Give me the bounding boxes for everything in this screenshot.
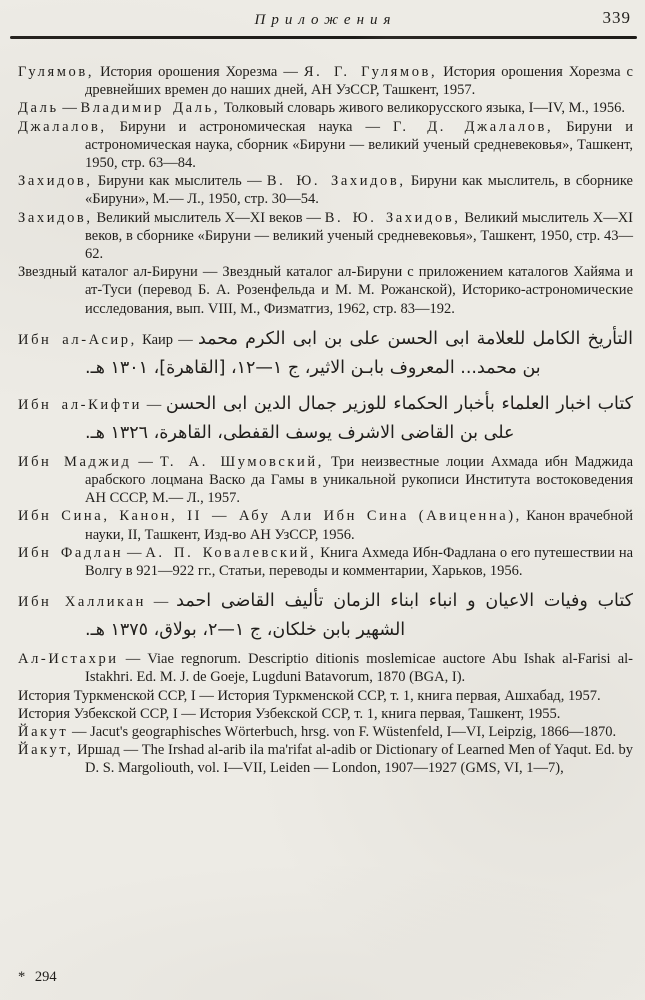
entry-author-label: Гулямов, xyxy=(18,64,95,80)
entry-author-label: Т. А. Шумовский, xyxy=(159,453,324,470)
entry-author-label: Г. Д. Джалалов, xyxy=(393,118,554,135)
bibliography-entry xyxy=(18,118,633,173)
entry-text: Бируни как мыслитель, в сборнике «Бируни», М.— Л., 1950, стр. 30—54. xyxy=(85,173,633,208)
bibliography-entry xyxy=(18,723,633,741)
entry-text: Толковый словарь живого великорусского языка, I—IV, М., 1956. xyxy=(220,100,626,117)
bibliography-entry xyxy=(18,325,633,383)
entry-author-label: В. Ю. Захидов, xyxy=(266,173,406,190)
entry-text: История орошения Хорезма с древнейших времен до наших дней, АН УзССР, Ташкент, 1957. xyxy=(85,64,633,99)
entry-text: Великий мыслитель X—XI веков — xyxy=(92,209,325,226)
bibliography-entry xyxy=(18,263,633,318)
entry-author-label: А. П. Ковалевский, xyxy=(145,544,317,561)
entry-author-label: Йакут, xyxy=(18,742,74,759)
entry-text: Бируни и астрономическая наука — xyxy=(106,118,394,135)
entry-text: — xyxy=(145,594,177,611)
entry-author-label: Ибн Халликан xyxy=(18,594,146,611)
bibliography-entry xyxy=(18,587,633,645)
bibliography-entry xyxy=(18,390,633,448)
entry-author-label: Ибн ал-Кифти xyxy=(18,396,143,413)
entry-author-label: Я. Г. Гулямов, xyxy=(303,64,438,80)
entry-text: Книга Ахмеда Ибн-Фадлана о его путешествии на Волгу в 921—922 гг., Статьи, переводы и комментарии, Харьков, 1956. xyxy=(85,544,634,580)
entry-text: Каир — xyxy=(136,331,198,348)
entry-text: Канон врачебной науки, II, Ташкент, Изд-во АН УзССР, 1956. xyxy=(85,508,634,543)
bibliography-entry xyxy=(18,705,633,723)
entry-arabic-text: كتاب وفيات الاعيان و انباء ابناء الزمان تأليف القاضى احمد الشهير بابن خلكان، ج ١—٢، بولاق، ١٣٧٥ هـ. xyxy=(85,591,633,641)
entry-author-label: Захидов, xyxy=(18,173,93,190)
entry-text: История Узбекской ССР, I — История Узбекской ССР, т. 1, книга первая, Ташкент, 1955. xyxy=(18,705,561,722)
entry-author-label: Ибн Фадлан xyxy=(18,544,124,561)
bibliography-entry xyxy=(18,99,633,117)
entry-text: Звездный каталог ал-Бируни — Звездный каталог ал-Бируни с приложением каталогов Хайяма и ат-Туси (перевод Б. А. Розенфельда и М. М. Рожанской), Историко-астрономические исследования, вып. VIII, М., Физматгиз, 1962, стр. 83—192. xyxy=(18,264,633,317)
entry-author-label: Джалалов, xyxy=(18,118,107,135)
bibliography-entry xyxy=(18,63,633,99)
bibliography-entry xyxy=(18,507,633,543)
entry-text: — xyxy=(142,396,166,413)
entry-text: — Jacut's geographisches Wörterbuch, hrsg. von F. Wüstenfeld, I—VI, Leipzig, 1866—1870. xyxy=(68,724,617,741)
entry-text: — xyxy=(123,544,146,561)
bibliography-entry xyxy=(18,650,633,686)
entry-author-label: В. Ю. Захидов, xyxy=(324,209,461,226)
entry-author-label: Ибн ал-Асир, xyxy=(18,331,137,348)
bibliography-entry xyxy=(18,172,633,208)
entry-author-label: Владимир Даль, xyxy=(80,100,221,117)
header-rule xyxy=(10,36,637,39)
entry-text: Три неизвестные лоции Ахмада ибн Маджида арабского лоцмана Васко да Гамы в уникальной рукописи Института востоковедения АН СССР, М.— Л., 1957. xyxy=(85,453,634,507)
bibliography-entry xyxy=(18,544,633,580)
entry-arabic-text: كتاب اخبار العلماء بأخبار الحكماء للوزير جمال الدين ابى الحسن على بن القاضى الاشرف يوسف القفطى، القاهرة، ١٣٢٦ هـ. xyxy=(85,393,633,443)
bibliography-entry xyxy=(18,209,633,264)
entry-text: — xyxy=(131,453,160,470)
entry-text: Бируни и астрономическая наука, сборник «Бируни — великий ученый средневековья», Ташкент, 1950, стр. 63—84. xyxy=(85,118,633,172)
bibliography-list xyxy=(18,63,633,778)
entry-author-label: Ал-Истахри xyxy=(18,651,119,668)
entry-author-label: Даль xyxy=(18,100,59,117)
entry-author-label: Йакут xyxy=(18,724,69,741)
page-number: 339 xyxy=(602,8,631,27)
entry-author-label: Ибн Сина, Канон, II — Абу Али Ибн Сина (Авиценна), xyxy=(18,508,522,525)
bibliography-entry xyxy=(18,687,633,705)
print-signature: * 294 xyxy=(18,969,57,985)
entry-text: История Туркменской ССР, I — История Туркменской ССР, т. 1, книга первая, Ашхабад, 1957. xyxy=(18,687,601,704)
entry-text: История орошения Хорезма — xyxy=(94,64,304,80)
entry-text: — xyxy=(58,100,81,117)
entry-text: — Viae regnorum. Descriptio ditionis moslemicae auctore Abu Ishak al-Farisi al-Istakhri. Ed. M. J. de Goeje, Lugduni Batavorum, 1870 (BGA, I). xyxy=(85,651,633,686)
bibliography-entry xyxy=(18,453,633,508)
entry-text: Бируни как мыслитель — xyxy=(92,173,267,190)
entry-text: Иршад — The Irshad al-arib ila ma'rifat al-adib or Dictionary of Learned Men of Yaqut. Ed. by D. S. Margoliouth, vol. I—VII, Leiden — London, 1907—1927 (GMS, VI, 1—7), xyxy=(73,742,633,777)
entry-author-label: Ибн Маджид xyxy=(18,453,132,470)
running-title: Приложения xyxy=(254,12,397,28)
bibliography-entry xyxy=(18,741,633,777)
page-header xyxy=(18,6,633,46)
entry-arabic-text: التأريخ الكامل للعلامة ابى الحسن على بن ابى الكرم محمد بن محمد... المعروف بابـن الاثير، ج ١—١٢، [القاهرة]، ١٣٠١ هـ. xyxy=(85,328,633,378)
entry-text: Великий мыслитель X—XI веков, в сборнике «Бируни — великий ученый средневековья», Ташкент, 1950, стр. 43—62. xyxy=(85,209,633,263)
entry-author-label: Захидов, xyxy=(18,209,93,226)
